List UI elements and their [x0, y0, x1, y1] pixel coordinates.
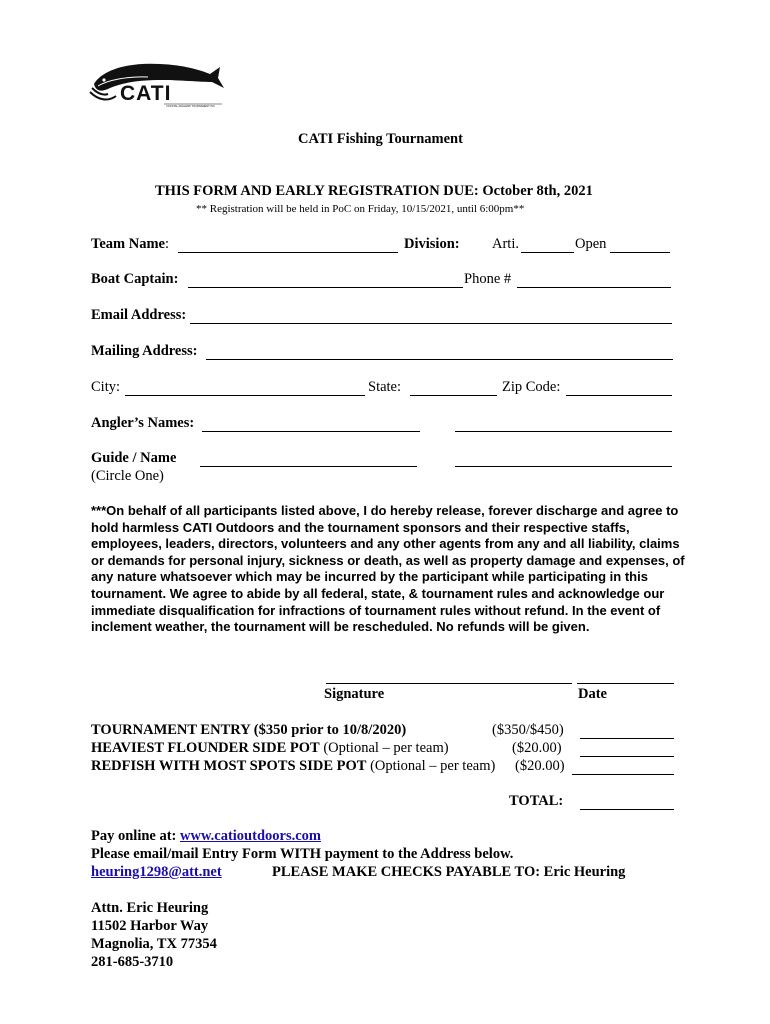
team-name-label: Team Name:	[91, 236, 169, 252]
total-field[interactable]	[580, 809, 674, 810]
state-label: State:	[368, 379, 402, 395]
mailing-address-field[interactable]	[206, 359, 673, 360]
phone-label: Phone #	[464, 271, 512, 287]
zip-field[interactable]	[566, 395, 672, 396]
zip-label: Zip Code:	[502, 379, 561, 395]
fee-label: REDFISH WITH MOST SPOTS SIDE POT	[91, 758, 367, 774]
fee-line-redfish: REDFISH WITH MOST SPOTS SIDE POT (Optional – per team)	[91, 758, 496, 774]
division-arti-option[interactable]: Arti.	[492, 236, 519, 252]
address-phone: 281-685-3710	[91, 954, 174, 970]
fee-price-flounder: ($20.00)	[512, 740, 562, 756]
city-label: City:	[91, 379, 121, 395]
form-title: CATI Fishing Tournament	[298, 131, 463, 147]
due-date-line: THIS FORM AND EARLY REGISTRATION DUE: October 8th, 2021	[155, 183, 593, 199]
boat-captain-label: Boat Captain:	[91, 271, 179, 287]
pay-online-line	[91, 828, 321, 845]
address-street: 11502 Harbor Way	[91, 918, 209, 934]
email-address-field[interactable]	[190, 323, 672, 324]
fee-price-redfish: ($20.00)	[515, 758, 565, 774]
logo-text: CATI	[120, 82, 172, 105]
date-label: Date	[578, 686, 607, 702]
fee-amount-field-entry[interactable]	[580, 738, 674, 739]
pay-online-label: Pay online at:	[91, 828, 181, 844]
guide-name-label: Guide / Name	[91, 450, 177, 466]
fee-line-entry	[91, 722, 406, 739]
registration-note: ** Registration will be held in PoC on Friday, 10/15/2021, until 6:00pm**	[196, 203, 525, 215]
cati-logo	[88, 58, 226, 108]
fee-amount-field-redfish[interactable]	[572, 774, 674, 775]
circle-one-note: (Circle One)	[91, 468, 164, 484]
fee-line-flounder: HEAVIEST FLOUNDER SIDE POT (Optional – per team)	[91, 740, 449, 756]
division-label: Division:	[404, 236, 460, 252]
division-arti-field[interactable]	[521, 252, 574, 253]
signature-field[interactable]	[326, 683, 572, 684]
anglers-names-label: Angler’s Names:	[91, 415, 195, 431]
fee-price-entry: ($350/$450)	[492, 722, 564, 738]
guide-name-field-1[interactable]	[200, 466, 417, 467]
address-attn: Attn. Eric Heuring	[91, 900, 209, 916]
liability-waiver: ***On behalf of all participants listed above, I do hereby release, forever discharge and agree to hold harmless CATI Outdoors and the tournament sponsors and their respective staffs, employees, leaders, directors, volunteers and any other agents from any and all liability, claims or demands for personal injury, sickness or death, as well as property damage and expenses, of any nature whatsoever which may be incurred by the participant while participating in this tournament. We agree to abide by all federal, state, & tournament rules and acknowledge our immediate disqualification for infractions of tournament rules without refund. In the event of inclement weather, the tournament will be rescheduled. No refunds will be given.	[91, 503, 685, 635]
fee-label: TOURNAMENT ENTRY ($350 prior to 10/8/2020)	[91, 722, 407, 738]
angler-name-field-1[interactable]	[202, 431, 420, 432]
checks-payable: PLEASE MAKE CHECKS PAYABLE TO: Eric Heuring	[272, 864, 626, 880]
mailing-address-label: Mailing Address:	[91, 343, 198, 359]
phone-field[interactable]	[517, 287, 671, 288]
fee-label: HEAVIEST FLOUNDER SIDE POT	[91, 740, 320, 756]
team-name-text: Team Name	[91, 236, 165, 252]
address-city: Magnolia, TX 77354	[91, 936, 217, 952]
website-link[interactable]: www.catioutdoors.com	[180, 828, 321, 844]
boat-captain-field[interactable]	[188, 287, 463, 288]
total-label: TOTAL:	[509, 793, 564, 809]
division-open-field[interactable]	[610, 252, 670, 253]
state-field[interactable]	[410, 395, 497, 396]
fee-amount-field-flounder[interactable]	[580, 756, 674, 757]
city-field[interactable]	[125, 395, 365, 396]
mail-instruction: Please email/mail Entry Form WITH payment to the Address below.	[91, 846, 514, 862]
angler-name-field-2[interactable]	[455, 431, 672, 432]
date-field[interactable]	[577, 683, 674, 684]
team-name-field[interactable]	[178, 252, 398, 253]
logo-tagline: COASTAL ANGLERS TOURNAMENT INC	[166, 105, 215, 108]
guide-name-field-2[interactable]	[455, 466, 672, 467]
email-link[interactable]: heuring1298@att.net	[91, 864, 222, 880]
email-address-label: Email Address:	[91, 307, 187, 323]
signature-label: Signature	[324, 686, 385, 702]
division-open-option[interactable]: Open	[575, 236, 607, 252]
